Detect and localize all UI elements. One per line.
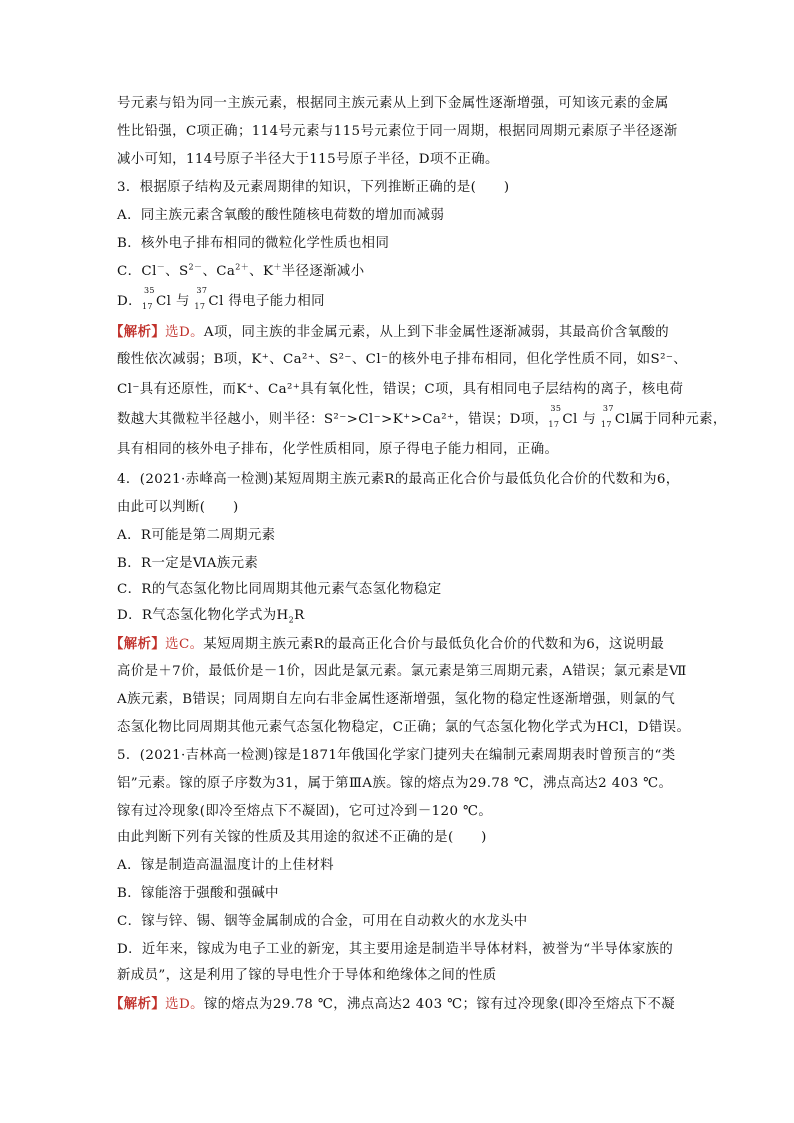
isotope-cl35: 35 17 xyxy=(141,286,155,311)
question-4-option-b: B．R一定是ⅥA族元素 xyxy=(117,556,259,571)
text-line: 酸性依次减弱；B项，K⁺、Ca²⁺、S²⁻、Cl⁻的核外电子排布相同，但化学性质不同，如S²⁻、 xyxy=(117,352,688,367)
question-4-option-c: C．R的气态氢化物比同周期其他元素气态氢化物稳定 xyxy=(117,582,442,597)
answer-choice: 选D。 xyxy=(165,997,204,1012)
question-5-stem: 5．(2021·吉林高一检测)镓是1871年俄国化学家门捷列夫在编制元素周期表时曾预言的“类 xyxy=(117,748,676,763)
question-4-stem: 4．(2021·赤峰高一检测)某短周期主族元素R的最高正化合价与最低负化合价的代数和为6， xyxy=(117,472,680,487)
text-line: 数越大其微粒半径越小，则半径：S²⁻>Cl⁻>K⁺>Ca²⁺，错误；D项， 35 17 Cl 与 37 17 Cl属于同种元素， xyxy=(117,404,727,429)
text-line: 高价是＋7价，最低价是－1价，因此是氯元素。氯元素是第三周期元素，A错误；氯元素是Ⅶ xyxy=(117,664,687,679)
question-3-option-c: C．Cl－、$S^{2-}$、$Ca^{2+}$、K＋半径逐渐减小 xyxy=(117,262,365,279)
answer-choice: 选D。 xyxy=(165,325,204,340)
question-5-option-d: D．近年来，镓成为电子工业的新宠，其主要用途是制造半导体材料，被誉为“半导体家族的 xyxy=(117,942,674,957)
question-3-stem: 3．根据原子结构及元素周期律的知识，下列推断正确的是( ) xyxy=(117,180,510,195)
text-line: 减小可知，114号原子半径大于115号原子半径，D项不正确。 xyxy=(117,152,499,167)
analysis-tag: 【解析】 xyxy=(110,996,166,1012)
text-line: 态氢化物比同周期其他元素气态氢化物稳定，C正确；氯的气态氢化物化学式为HCl，D错误。 xyxy=(117,720,691,735)
question-5-option-a: A．镓是制造高温温度计的上佳材料 xyxy=(117,858,334,873)
analysis-tag: 【解析】 xyxy=(110,636,166,652)
isotope-cl37: 37 17 xyxy=(194,286,208,311)
question-4-option-d: D．R气态氢化物化学式为$H_2R$ xyxy=(117,608,305,625)
question-4-stem-cont: 由此可以判断( ) xyxy=(117,500,239,515)
answer-5-line: 【解析】选D。镓的熔点为29.78 ℃，沸点高达2 403 ℃；镓有过冷现象(即冷至熔点下不凝 xyxy=(110,996,676,1012)
text-line: 由此判断下列有关镓的性质及其用途的叙述不正确的是( ) xyxy=(117,830,487,845)
answer-choice: 选C。 xyxy=(165,637,204,652)
question-4-option-a: A．R可能是第二周期元素 xyxy=(117,528,276,543)
isotope-cl37: 37 17 xyxy=(600,404,614,429)
answer-4-line: 【解析】选C。某短周期主族元素R的最高正化合价与最低负化合价的代数和为6，这说明最 xyxy=(110,636,665,652)
text-line: 号元素与铅为同一主族元素，根据同主族元素从上到下金属性逐渐增强，可知该元素的金属 xyxy=(117,96,669,111)
text-line: 铝”元素。镓的原子序数为31，属于第ⅢA族。镓的熔点为29.78 ℃，沸点高达2 403 ℃。 xyxy=(117,776,673,791)
text-line: 新成员”，这是利用了镓的导电性介于导体和绝缘体之间的性质 xyxy=(117,968,497,983)
analysis-tag: 【解析】 xyxy=(110,324,166,340)
question-5-option-b: B．镓能溶于强酸和强碱中 xyxy=(117,886,279,901)
isotope-cl35: 35 17 xyxy=(548,404,562,429)
text-line: Cl⁻具有还原性，而K⁺、Ca²⁺具有氧化性，错误；C项，具有相同电子层结构的离子，核电荷 xyxy=(117,382,684,397)
text-line: 性比铅强，C项正确；114号元素与115号元素位于同一周期，根据同周期元素原子半径逐渐 xyxy=(117,124,678,139)
text-line: 具有相同的核外电子排布，化学性质相同，原子得电子能力相同，正确。 xyxy=(117,442,559,457)
text-line: 镓有过冷现象(即冷至熔点下不凝固)，它可过冷到－120 ℃。 xyxy=(117,804,493,819)
text-line: A族元素，B错误；同周期自左向右非金属性逐渐增强，氢化物的稳定性逐渐增强，则氯的气 xyxy=(117,692,676,707)
question-3-option-d: D． 35 17 Cl 与 37 17 Cl 得电子能力相同 xyxy=(117,286,325,311)
answer-3-line: 【解析】选D。A项，同主族的非金属元素，从上到下非金属性逐渐减弱，其最高价含氧酸的 xyxy=(110,324,670,340)
question-3-option-a: A．同主族元素含氧酸的酸性随核电荷数的增加而减弱 xyxy=(117,208,445,223)
question-3-option-b: B．核外电子排布相同的微粒化学性质也相同 xyxy=(117,236,390,251)
question-5-option-c: C．镓与锌、锡、铟等金属制成的合金，可用在自动救火的水龙头中 xyxy=(117,914,528,929)
